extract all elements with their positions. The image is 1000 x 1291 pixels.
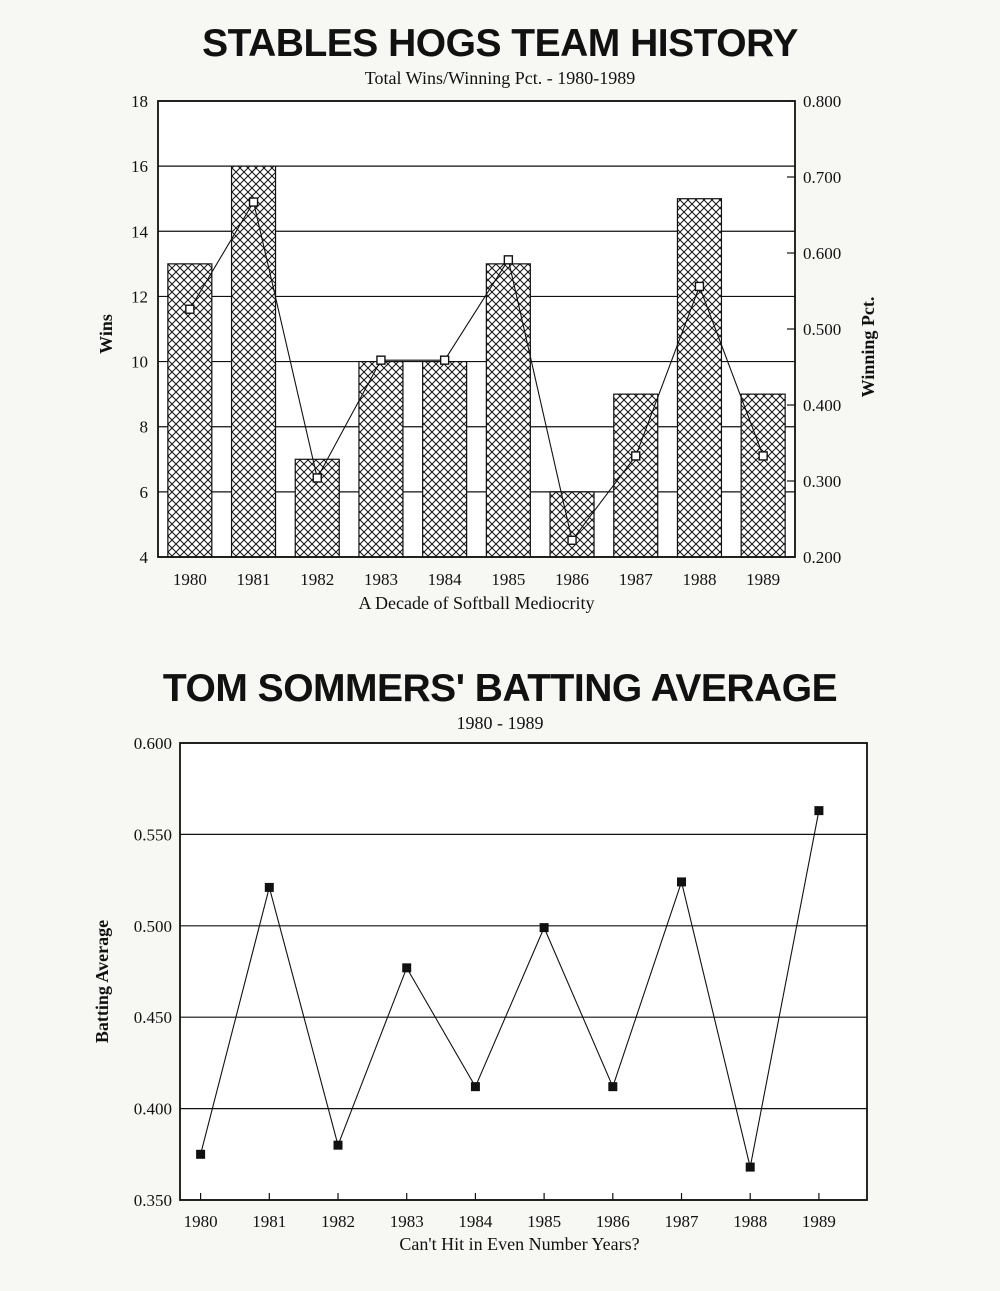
chart1-y2tick-label: 0.200 xyxy=(803,548,842,567)
chart1-pct-point xyxy=(441,356,449,364)
chart2-avg-point xyxy=(746,1163,754,1171)
chart2-avg-point xyxy=(265,883,273,891)
chart1-title: STABLES HOGS TEAM HISTORY xyxy=(202,22,798,65)
chart1-xlabel: A Decade of Softball Mediocrity xyxy=(358,593,595,613)
chart1-pct-point xyxy=(313,474,321,482)
team-history-chart xyxy=(96,92,878,613)
chart2-xlabel: Can't Hit in Even Number Years? xyxy=(399,1234,640,1254)
chart2-avg-point xyxy=(471,1083,479,1091)
chart2-xtick-label: 1985 xyxy=(527,1212,562,1231)
chart2-xtick-label: 1987 xyxy=(664,1212,699,1231)
chart1-pct-point xyxy=(568,536,576,544)
chart2-ytick-label: 0.450 xyxy=(133,1008,172,1028)
chart2-subtitle: 1980 - 1989 xyxy=(456,713,544,733)
chart1-ytick-label: 8 xyxy=(139,417,148,437)
chart2-ytick-label: 0.350 xyxy=(133,1191,172,1210)
chart1-pct-point xyxy=(695,282,703,290)
chart2-ytick-label: 0.500 xyxy=(133,916,172,936)
chart2-plot-bg xyxy=(180,743,867,1200)
chart1-bar xyxy=(232,166,276,557)
chart1-xtick-label: 1988 xyxy=(682,570,717,589)
chart1-xtick-label: 1985 xyxy=(491,570,526,589)
chart1-subtitle: Total Wins/Winning Pct. - 1980-1989 xyxy=(364,68,636,88)
chart2-xtick-label: 1989 xyxy=(801,1212,836,1231)
chart1-xtick-label: 1982 xyxy=(300,570,335,589)
chart1-xtick-label: 1984 xyxy=(427,570,462,589)
chart2-xtick-label: 1988 xyxy=(733,1212,768,1231)
chart1-bar xyxy=(550,492,594,557)
chart1-pct-point xyxy=(250,198,258,206)
chart2-avg-point xyxy=(540,924,548,932)
chart2-xtick-label: 1986 xyxy=(595,1212,630,1231)
chart2-ytick-label: 0.550 xyxy=(133,825,172,845)
chart1-pct-point xyxy=(759,452,767,460)
chart1-pct-point xyxy=(186,305,194,313)
chart1-xtick-label: 1980 xyxy=(172,570,207,589)
chart1-ytick-label: 14 xyxy=(131,222,148,242)
chart2-avg-point xyxy=(197,1150,205,1158)
chart2-title: TOM SOMMERS' BATTING AVERAGE xyxy=(162,667,838,710)
chart1-xtick-label: 1981 xyxy=(236,570,271,589)
chart2-ylabel: Batting Average xyxy=(92,919,112,1044)
chart1-ytick-label: 6 xyxy=(139,482,148,502)
chart1-bar xyxy=(677,199,721,557)
chart2-avg-point xyxy=(609,1083,617,1091)
chart1-pct-point xyxy=(632,452,640,460)
chart2-avg-point xyxy=(334,1141,342,1149)
chart1-xtick-label: 1987 xyxy=(618,570,653,589)
chart1-bar xyxy=(741,394,785,557)
chart1-bar xyxy=(359,362,403,557)
chart2-avg-point xyxy=(678,878,686,886)
chart2-avg-point xyxy=(815,807,823,815)
chart1-ylabel: Wins xyxy=(96,314,116,354)
chart1-ytick-label: 18 xyxy=(131,92,148,111)
chart1-ytick-label: 4 xyxy=(139,548,148,567)
chart2-ytick-label: 0.400 xyxy=(133,1099,172,1119)
chart2-xtick-label: 1980 xyxy=(183,1212,218,1231)
chart1-ytick-label: 12 xyxy=(131,287,148,307)
chart2-xtick-label: 1982 xyxy=(321,1212,356,1231)
chart1-y2tick-label: 0.700 xyxy=(803,168,842,187)
chart1-ytick-label: 10 xyxy=(131,352,148,372)
chart1-bar xyxy=(486,264,530,557)
chart2-xtick-label: 1983 xyxy=(389,1212,424,1231)
chart1-pct-point xyxy=(504,256,512,264)
chart1-pct-point xyxy=(377,356,385,364)
chart1-y2tick-label: 0.800 xyxy=(803,92,842,111)
batting-average-chart xyxy=(92,734,867,1254)
chart1-y2tick-label: 0.600 xyxy=(803,244,842,263)
chart1-y2tick-label: 0.300 xyxy=(803,472,842,491)
chart1-y2tick-label: 0.500 xyxy=(803,320,842,339)
chart1-y2tick-label: 0.400 xyxy=(803,396,842,415)
chart2-xtick-label: 1981 xyxy=(252,1212,287,1231)
chart1-xtick-label: 1989 xyxy=(746,570,781,589)
chart2-ytick-label: 0.600 xyxy=(133,734,172,753)
chart1-bar xyxy=(423,362,467,557)
chart2-xtick-label: 1984 xyxy=(458,1212,493,1231)
chart1-y2label: Winning Pct. xyxy=(858,296,878,398)
chart2-avg-point xyxy=(403,964,411,972)
chart1-xtick-label: 1986 xyxy=(555,570,590,589)
chart1-ytick-label: 16 xyxy=(131,157,148,177)
chart1-xtick-label: 1983 xyxy=(363,570,398,589)
